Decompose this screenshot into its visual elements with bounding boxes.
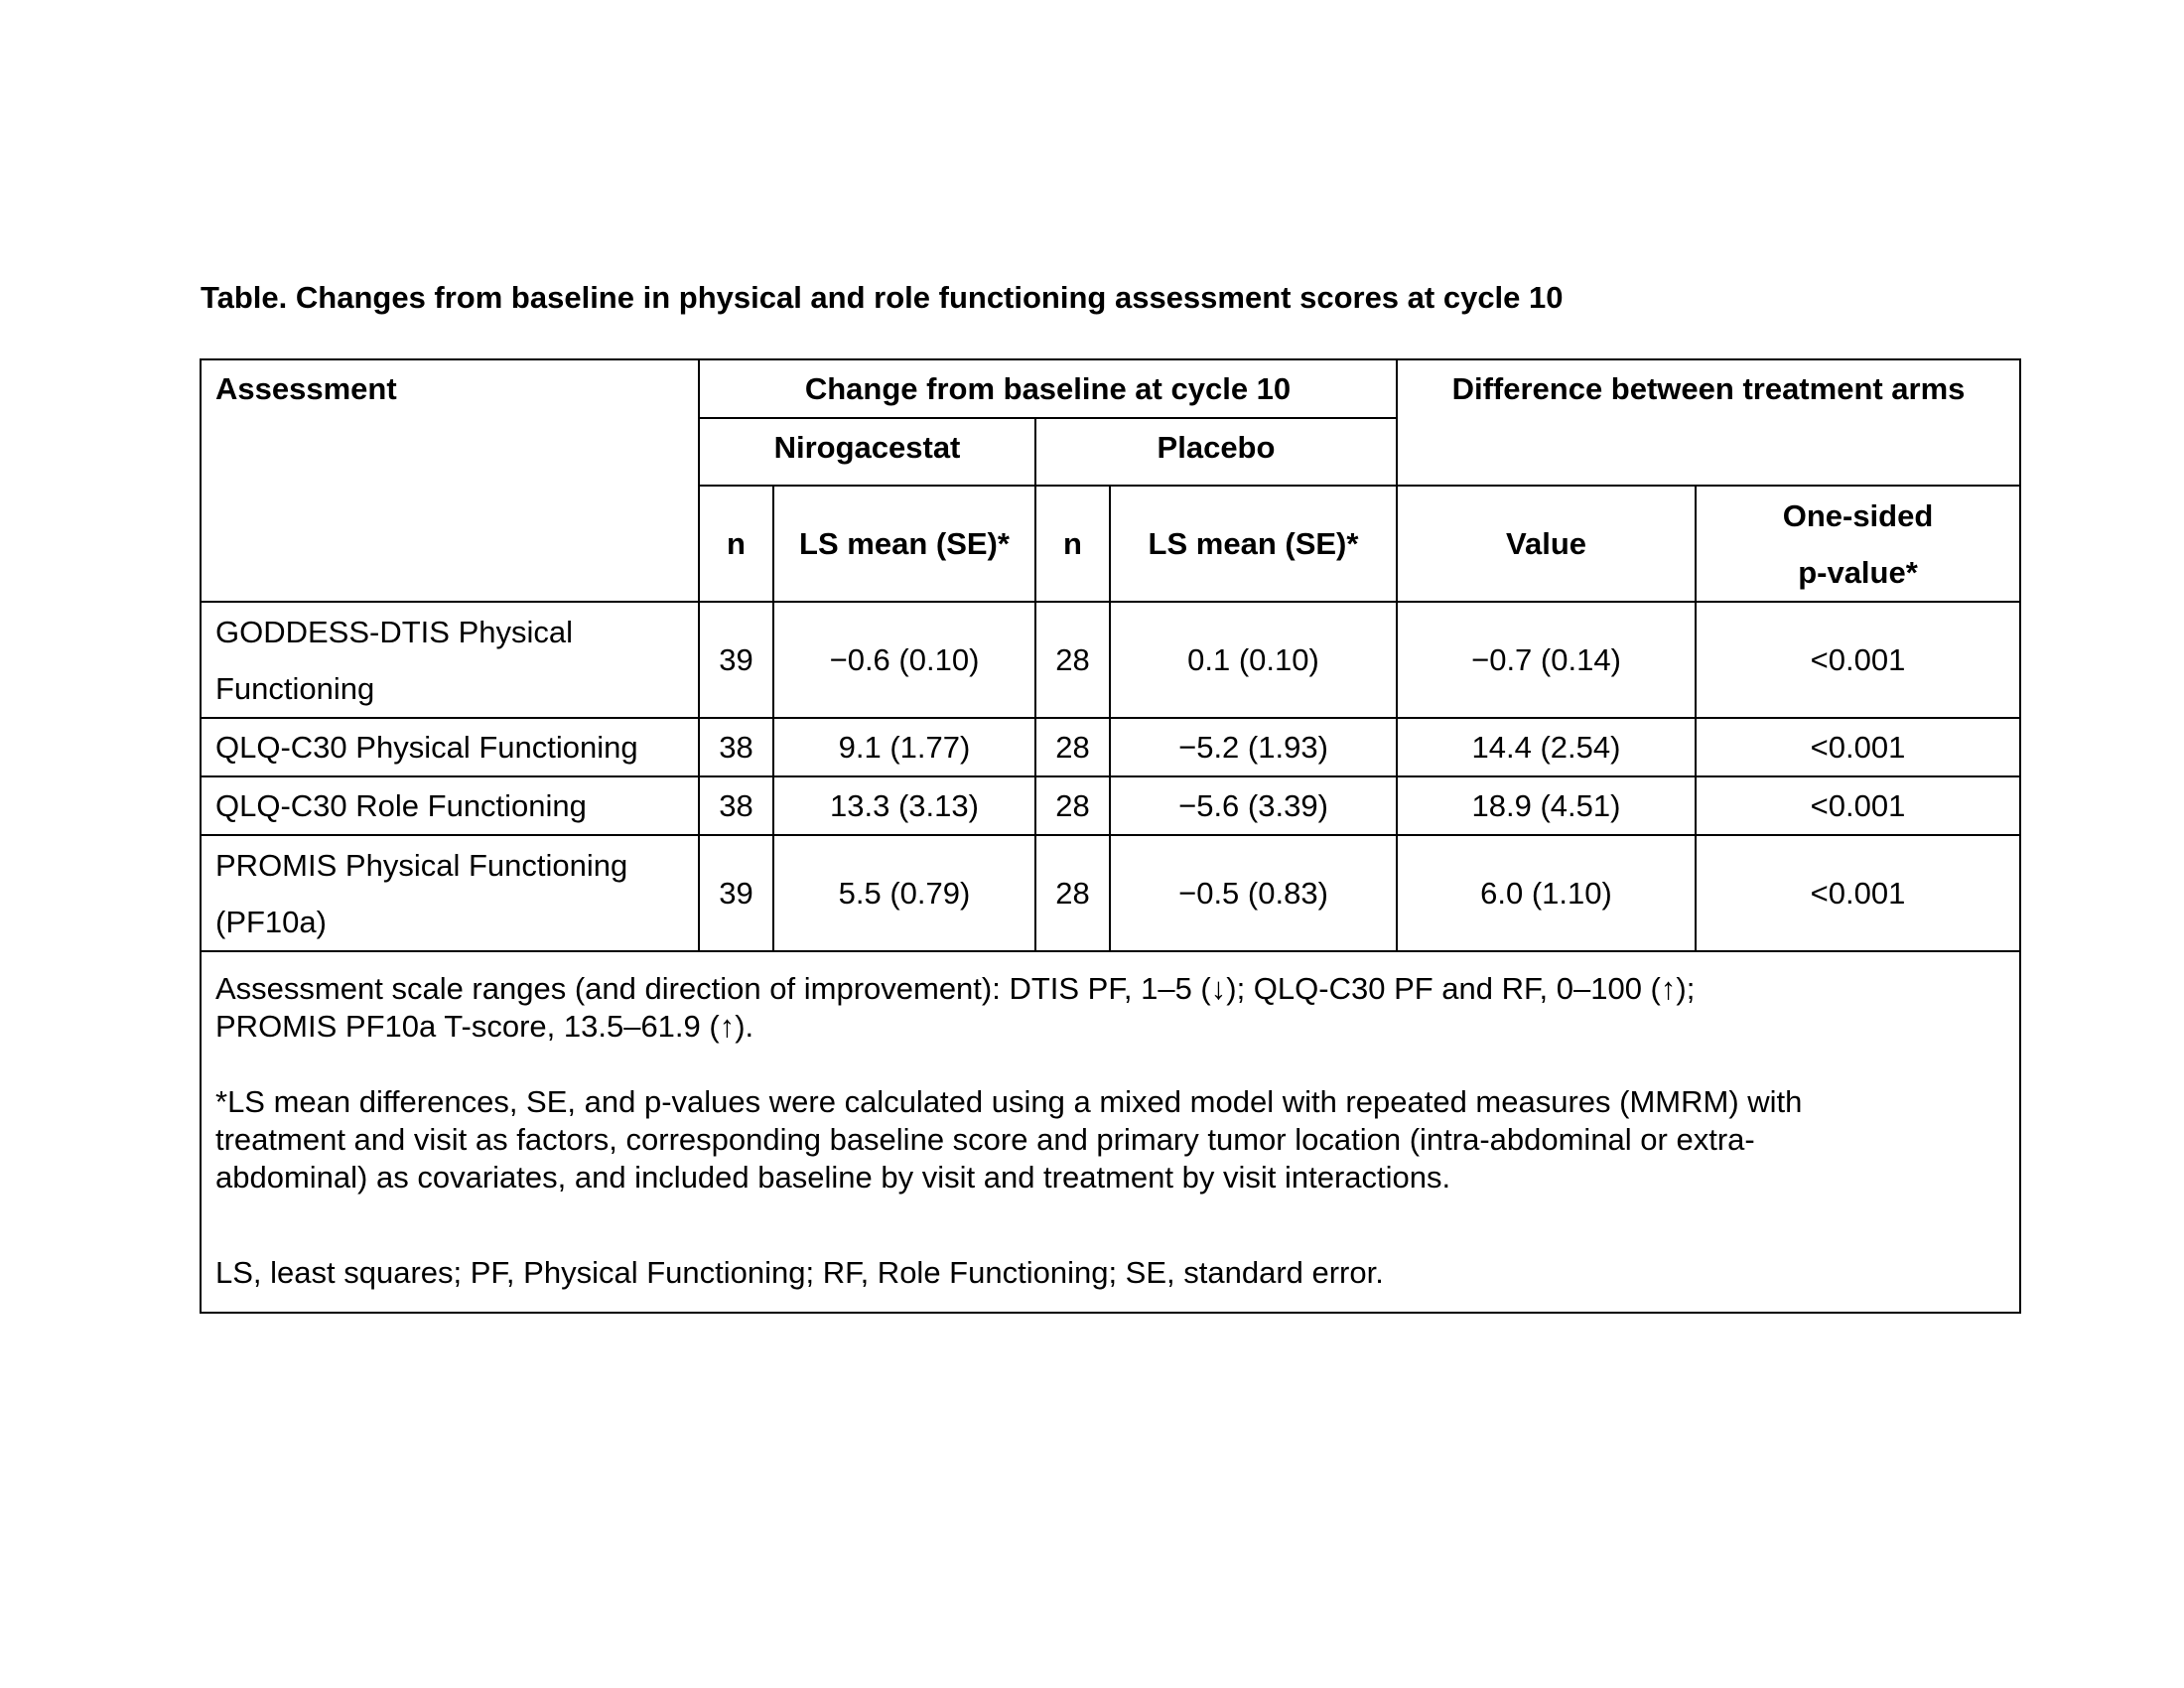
row-pvalue: <0.001 bbox=[1696, 718, 2020, 776]
row-assessment: QLQ-C30 Role Functioning bbox=[201, 776, 699, 835]
header-nirogacestat: Nirogacestat bbox=[699, 418, 1035, 486]
row-plac-mean: 0.1 (0.10) bbox=[1110, 602, 1397, 718]
row-plac-n: 28 bbox=[1035, 835, 1110, 951]
row-assessment-line2: Functioning bbox=[215, 670, 375, 706]
row-value: 18.9 (4.51) bbox=[1397, 776, 1696, 835]
header-plac-n: n bbox=[1035, 486, 1110, 602]
table-title: Table. Changes from baseline in physical and role functioning assessment scores at cycle 10 bbox=[201, 280, 1564, 315]
row-assessment-line1: GODDESS-DTIS Physical bbox=[215, 614, 574, 649]
header-value: Value bbox=[1397, 486, 1696, 602]
row-plac-mean: −5.6 (3.39) bbox=[1110, 776, 1397, 835]
row-niro-mean: 13.3 (3.13) bbox=[773, 776, 1035, 835]
row-assessment bbox=[201, 602, 699, 718]
row-value: −0.7 (0.14) bbox=[1397, 602, 1696, 718]
header-pvalue-line1: One-sided bbox=[1782, 497, 1934, 533]
note-ranges-line1: Assessment scale ranges (and direction of improvement): DTIS PF, 1–5 (↓); QLQ-C30 PF and RF, 0–100 (↑); bbox=[215, 971, 1696, 1006]
table-footnotes bbox=[201, 951, 2020, 1313]
header-change-from-baseline: Change from baseline at cycle 10 bbox=[699, 359, 1397, 418]
row-assessment-line1: PROMIS Physical Functioning bbox=[215, 847, 628, 883]
header-pvalue-line2: p-value* bbox=[1798, 554, 1918, 590]
row-niro-n: 39 bbox=[699, 602, 773, 718]
table-row bbox=[201, 718, 2020, 776]
row-pvalue: <0.001 bbox=[1696, 835, 2020, 951]
row-niro-n: 38 bbox=[699, 776, 773, 835]
notes-row bbox=[201, 951, 2020, 1313]
row-value: 14.4 (2.54) bbox=[1397, 718, 1696, 776]
row-niro-n: 38 bbox=[699, 718, 773, 776]
note-model-line3: abdominal) as covariates, and included baseline by visit and treatment by visit interactions. bbox=[215, 1160, 1451, 1195]
row-niro-mean: 5.5 (0.79) bbox=[773, 835, 1035, 951]
row-value: 6.0 (1.10) bbox=[1397, 835, 1696, 951]
header-row-group bbox=[201, 359, 2020, 418]
row-plac-mean: −0.5 (0.83) bbox=[1110, 835, 1397, 951]
row-assessment-line2: (PF10a) bbox=[215, 904, 327, 939]
row-pvalue: <0.001 bbox=[1696, 776, 2020, 835]
header-assessment: Assessment bbox=[201, 359, 699, 602]
table-row bbox=[201, 835, 2020, 951]
header-placebo: Placebo bbox=[1035, 418, 1397, 486]
table-row bbox=[201, 602, 2020, 718]
note-model-line2: treatment and visit as factors, corresponding baseline score and primary tumor location (intra-abdominal or extra- bbox=[215, 1122, 1755, 1157]
header-pvalue bbox=[1696, 486, 2020, 602]
header-plac-ls-mean: LS mean (SE)* bbox=[1110, 486, 1397, 602]
note-spacer bbox=[215, 1196, 2005, 1254]
header-niro-n: n bbox=[699, 486, 773, 602]
note-model-line1: *LS mean differences, SE, and p-values were calculated using a mixed model with repeated measures (MMRM) with bbox=[215, 1084, 1803, 1119]
row-plac-n: 28 bbox=[1035, 776, 1110, 835]
row-assessment: QLQ-C30 Physical Functioning bbox=[201, 718, 699, 776]
row-niro-n: 39 bbox=[699, 835, 773, 951]
row-plac-n: 28 bbox=[1035, 718, 1110, 776]
table-row bbox=[201, 776, 2020, 835]
note-spacer bbox=[215, 1046, 2005, 1083]
row-niro-mean: 9.1 (1.77) bbox=[773, 718, 1035, 776]
row-pvalue: <0.001 bbox=[1696, 602, 2020, 718]
note-ranges-line2: PROMIS PF10a T-score, 13.5–61.9 (↑). bbox=[215, 1009, 754, 1044]
header-difference: Difference between treatment arms bbox=[1397, 359, 2020, 486]
row-niro-mean: −0.6 (0.10) bbox=[773, 602, 1035, 718]
header-niro-ls-mean: LS mean (SE)* bbox=[773, 486, 1035, 602]
results-table bbox=[200, 358, 2021, 1314]
row-plac-mean: −5.2 (1.93) bbox=[1110, 718, 1397, 776]
row-plac-n: 28 bbox=[1035, 602, 1110, 718]
row-assessment bbox=[201, 835, 699, 951]
note-abbreviations: LS, least squares; PF, Physical Functioning; RF, Role Functioning; SE, standard error. bbox=[215, 1255, 1384, 1290]
